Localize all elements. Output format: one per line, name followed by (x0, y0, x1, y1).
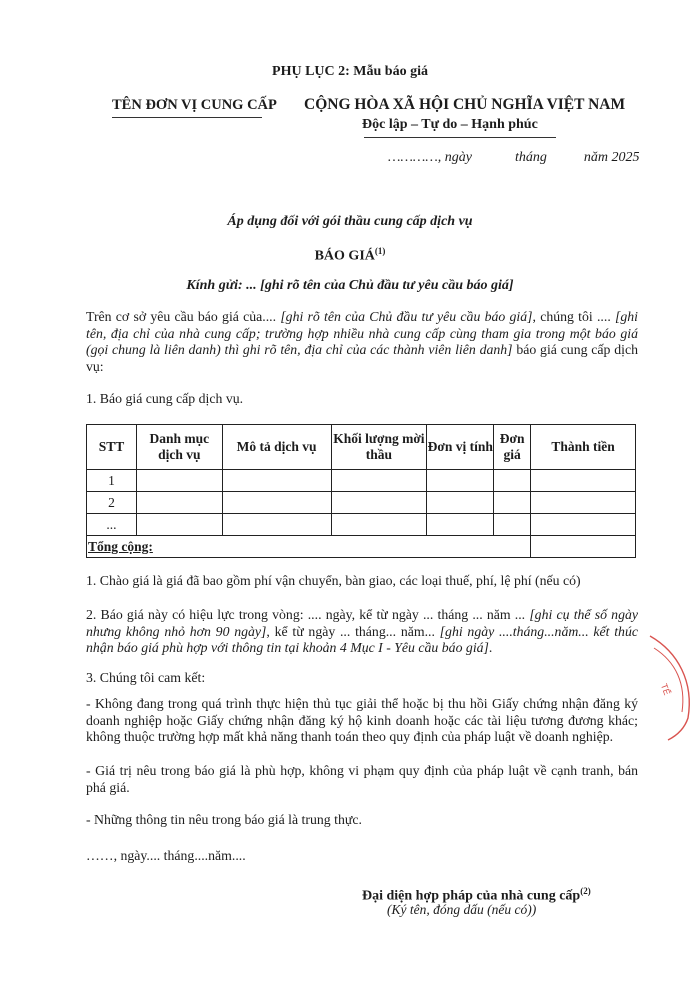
footnote-ref-1: (1) (374, 246, 386, 256)
table-row (87, 514, 636, 536)
table-cell (531, 514, 636, 536)
table-cell (427, 492, 494, 514)
note-2-italic-1: [ghi cụ thể số ngày nhưng không nhỏ hơn 90 ngày] (86, 607, 638, 639)
intro-paragraph (86, 309, 638, 375)
table-cell (222, 470, 331, 492)
national-motto: Độc lập – Tự do – Hạnh phúc (362, 117, 538, 132)
header-stt: STT (87, 425, 137, 470)
total-value-cell (531, 536, 636, 558)
table-cell (494, 514, 531, 536)
header-unit: Đơn vị tính (427, 425, 494, 470)
document-title-text: BÁO GIÁ (314, 248, 375, 264)
supplier-name: TÊN ĐƠN VỊ CUNG CẤP (112, 97, 277, 113)
note-2-italic-2: [ghi ngày ....tháng...năm... kết thúc nhận báo giá phù hợp với thông tin tại khoản 4 Mục I - Yêu cầu báo giá] (86, 623, 638, 656)
apply-note: Áp dụng đối với gói thầu cung cấp dịch vụ (227, 214, 473, 229)
table-cell (331, 492, 427, 514)
header-total: Thành tiền (531, 425, 636, 470)
note-2-text-3: . (488, 640, 493, 656)
note-2-text-1: 2. Báo giá này có hiệu lực trong vòng: .... ngày, kể từ ngày ... tháng ... năm ... (86, 607, 530, 622)
table-cell (427, 470, 494, 492)
row-stt: ... (87, 514, 137, 536)
date-year: năm 2025 (583, 150, 640, 165)
table-cell (331, 514, 427, 536)
table-cell (531, 470, 636, 492)
supplier-underline (112, 117, 262, 118)
date-month: tháng (515, 150, 547, 165)
intro-italic-2: [ghi tên, địa chỉ của nhà cung cấp; trường hợp nhiều nhà cung cấp cùng tham gia trong một báo giá (gọi chung là liên danh) thì ghi rõ tên, địa chỉ của các thành viên liên danh] (86, 309, 638, 358)
intro-italic-1: [ghi rõ tên của Chủ đầu tư yêu cầu báo giá] (280, 309, 533, 324)
note-2-text-2: , kể từ ngày ... tháng... năm... (266, 623, 440, 639)
stamp-inner-arc (654, 648, 683, 712)
row-stt: 1 (87, 470, 137, 492)
header-unit-price: Đơn giá (494, 425, 531, 470)
intro-text-3: báo giá cung cấp dịch vụ: (86, 342, 638, 374)
representative-title-text: Đại diện hợp pháp của nhà cung cấp (362, 888, 581, 904)
table-cell (494, 492, 531, 514)
stamp-text: TẾ (658, 682, 673, 697)
header-quantity: Khối lượng mời thầu (331, 425, 427, 470)
table-cell (222, 492, 331, 514)
table-cell (427, 514, 494, 536)
table-cell (222, 514, 331, 536)
appendix-title: PHỤ LỤC 2: Mẫu báo giá (272, 64, 428, 79)
note-2 (86, 607, 638, 657)
table-cell (136, 492, 222, 514)
row-stt: 2 (87, 492, 137, 514)
table-cell (331, 470, 427, 492)
republic-title: CỘNG HÒA XÃ HỘI CHỦ NGHĨA VIỆT NAM (304, 96, 626, 113)
quotation-table (86, 424, 636, 558)
section-1-title: 1. Báo giá cung cấp dịch vụ. (86, 391, 244, 406)
commitment-1: - Không đang trong quá trình thực hiện thủ tục giải thể hoặc bị thu hồi Giấy chứng nhận đăng ký doanh nghiệp hoặc Giấy chứng nhận đăng ký hộ kinh doanh hoặc các tài liệu tương đương khác; không thuộc trường hợp mất khả năng thanh toán theo quy định của pháp luật về doanh nghiệp. (86, 696, 638, 745)
header-service-description: Mô tả dịch vụ (222, 425, 331, 470)
intro-text-2: , chúng tôi .... (532, 309, 615, 324)
header-service-category: Danh mục dịch vụ (136, 425, 222, 470)
table-header-row (87, 425, 636, 470)
intro-text-1: Trên cơ sở yêu cầu báo giá của.... (86, 309, 281, 324)
note-1: 1. Chào giá là giá đã bao gồm phí vận chuyển, bàn giao, các loại thuế, phí, lệ phí (nếu có) (86, 573, 581, 588)
footnote-ref-2: (2) (580, 886, 591, 896)
table-cell (531, 492, 636, 514)
table-total-row (87, 536, 636, 558)
date-place: …………, ngày (388, 150, 473, 165)
table-cell (494, 470, 531, 492)
commitment-2: - Giá trị nêu trong báo giá là phù hợp, không vi phạm quy định của pháp luật về cạnh tranh, bán phá giá. (86, 763, 638, 795)
document-title (0, 246, 700, 265)
table-row (87, 492, 636, 514)
addressee: Kính gửi: ... [ghi rõ tên của Chủ đầu tư yêu cầu báo giá] (186, 278, 514, 293)
section-3-title: 3. Chúng tôi cam kết: (86, 670, 206, 685)
signature-date-line: ……, ngày.... tháng....năm.... (86, 848, 246, 863)
table-cell (136, 514, 222, 536)
motto-underline (364, 137, 556, 138)
table-row (87, 470, 636, 492)
table-cell (136, 470, 222, 492)
date-line (388, 150, 640, 166)
total-label-cell (87, 536, 531, 558)
stamp-edge-icon (648, 632, 698, 742)
commitment-3: - Những thông tin nêu trong báo giá là trung thực. (86, 812, 362, 827)
total-label: Tổng cộng: (88, 538, 153, 554)
signature-instruction: (Ký tên, đóng dấu (nếu có)) (387, 902, 537, 917)
